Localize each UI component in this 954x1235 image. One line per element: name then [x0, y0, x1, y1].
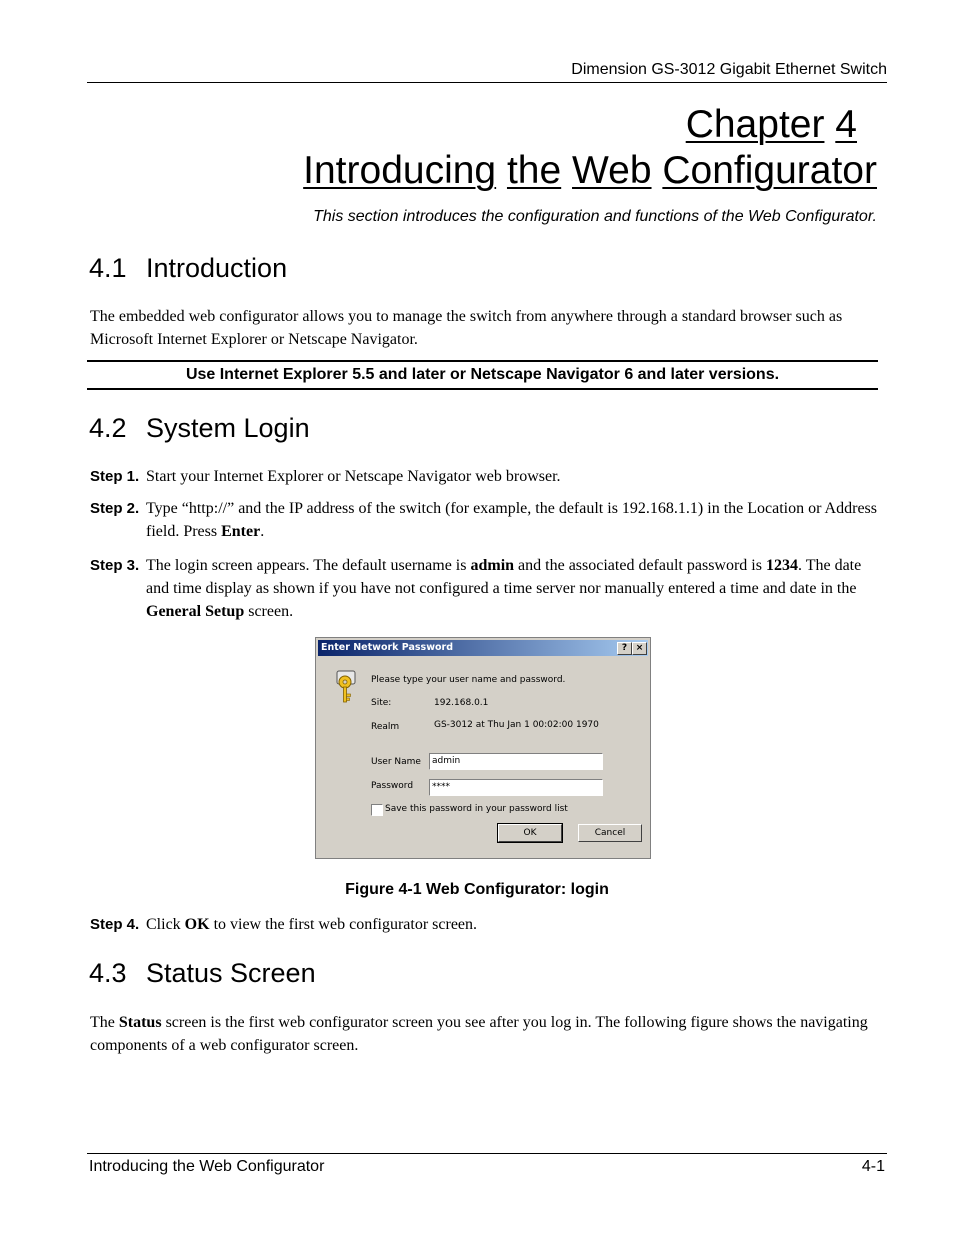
step-text-bold: Enter	[221, 523, 261, 540]
step-label: Step 1.	[90, 468, 140, 485]
para-text-part: screen is the first web configurator screen you see after you log in. The following figure shows the navigating components of a web configurator screen.	[90, 1014, 868, 1054]
running-head-text: Dimension GS-3012 Gigabit Ethernet Switch	[571, 61, 887, 78]
status-paragraph	[90, 1011, 880, 1057]
browser-note: Use Internet Explorer 5.5 and later or Netscape Navigator 6 and later versions.	[87, 360, 878, 390]
step-text-bold: admin	[470, 557, 515, 574]
login-dialog	[315, 637, 651, 859]
username-label: User Name	[371, 757, 421, 767]
para-text-bold: Status	[118, 1014, 162, 1031]
site-value: 192.168.0.1	[434, 698, 489, 708]
section-title: System Login	[146, 413, 310, 443]
save-password-checkbox[interactable]	[371, 804, 383, 816]
step-text-part: .	[260, 523, 265, 540]
site-label: Site:	[371, 698, 392, 708]
chapter-title	[303, 102, 877, 194]
chapter-name-word: Configurator	[662, 149, 877, 192]
para-text-part: The	[90, 1014, 119, 1031]
password-field[interactable]: ****	[429, 779, 603, 796]
save-password-label: Save this password in your password list	[385, 804, 568, 814]
key-icon	[334, 670, 360, 704]
username-field[interactable]: admin	[429, 753, 603, 770]
step-1	[90, 465, 880, 488]
dialog-prompt: Please type your user name and password.	[371, 675, 566, 685]
step-text-bold: General Setup	[146, 603, 245, 620]
chapter-name-line	[303, 148, 877, 194]
help-button[interactable]: ?	[617, 642, 632, 655]
step-text-part: and the associated default password is	[514, 557, 766, 574]
section-number: 4.3	[89, 958, 127, 988]
section-number: 4.2	[89, 413, 127, 443]
step-2	[90, 497, 880, 543]
ok-button[interactable]: OK	[498, 824, 562, 842]
chapter-name-word: the	[506, 149, 562, 192]
realm-value: GS-3012 at Thu Jan 1 00:02:00 1970	[434, 720, 599, 730]
footer-chapter-title: Introducing the Web Configurator	[89, 1158, 325, 1175]
step-label: Step 2.	[90, 500, 140, 517]
step-text-part: Click	[146, 916, 185, 933]
cancel-button[interactable]: Cancel	[578, 824, 642, 842]
step-label: Step 4.	[90, 916, 140, 933]
step-text-bold: 1234	[765, 557, 798, 574]
dialog-title-bar	[318, 640, 648, 656]
step-text	[146, 554, 880, 623]
realm-label: Realm	[371, 722, 400, 732]
chapter-word: Chapter	[685, 103, 825, 146]
chapter-number: 4	[835, 103, 857, 146]
chapter-name-word: Introducing	[303, 149, 497, 192]
step-text-part: screen.	[244, 603, 294, 620]
running-head	[87, 60, 887, 83]
step-4	[90, 913, 880, 936]
step-text: Start your Internet Explorer or Netscape Navigator web browser.	[146, 468, 561, 485]
intro-paragraph: The embedded web configurator allows you to manage the switch from anywhere through a standard browser such as Microsoft Internet Explorer or Netscape Navigator.	[90, 308, 843, 348]
step-label: Step 3.	[90, 557, 140, 574]
section-title: Introduction	[146, 253, 288, 283]
page-footer	[87, 1153, 887, 1175]
section-number: 4.1	[89, 253, 127, 283]
step-text-part: Type “http://” and the IP address of the switch (for example, the default is 192.168.1.1) in the Location or Address field. Press	[146, 500, 877, 540]
chapter-number-line	[303, 102, 877, 148]
step-text-part: to view the first web configurator screen.	[209, 916, 478, 933]
step-text-part: The login screen appears. The default username is	[146, 557, 471, 574]
figure-caption: Figure 4-1 Web Configurator: login	[345, 881, 609, 898]
section-heading-system-login	[89, 412, 310, 444]
section-heading-introduction	[89, 252, 287, 284]
page-number: 4-1	[861, 1158, 885, 1175]
step-text-bold: OK	[184, 916, 210, 933]
step-text	[146, 913, 880, 936]
chapter-lead: This section introduces the configuration and functions of the Web Configurator.	[313, 208, 877, 225]
password-label: Password	[371, 781, 414, 791]
chapter-name-word: Web	[572, 149, 652, 192]
section-title: Status Screen	[146, 958, 316, 988]
step-3	[90, 554, 880, 623]
step-text	[146, 497, 880, 543]
section-heading-status-screen	[89, 957, 316, 989]
close-button[interactable]: ×	[632, 642, 647, 655]
step-text-part: . The date and time display as shown if you have not configured a time server nor manually entered a time and date in the	[146, 557, 862, 597]
dialog-title: Enter Network Password	[321, 642, 453, 653]
